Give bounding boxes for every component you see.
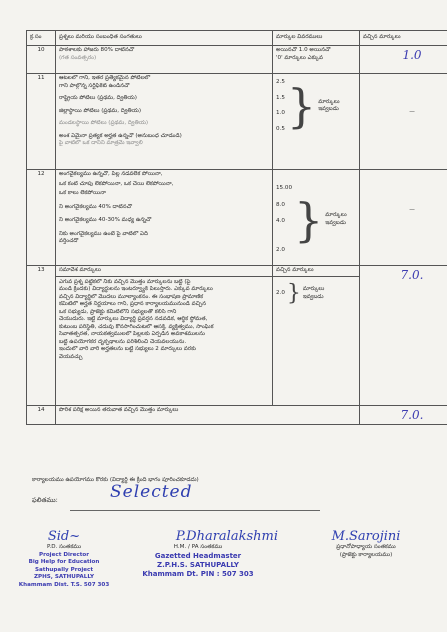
result-label: ఫలితము:: [32, 496, 58, 504]
awarded-value: 1.0: [402, 48, 422, 62]
detail-line: ఒక సభ్యుడు, ప్రాజెక్టు కమిటీలోని సభ్యులతో కలిసి గాని: [59, 308, 177, 315]
detail-line: నీకు అంగవైకల్యము ఉంటే పై వాటిలో ఏది: [59, 230, 148, 237]
marks-value: 0.5: [276, 125, 285, 132]
marks-note: మార్కులు: [325, 212, 347, 219]
row-details: [56, 406, 360, 425]
row-marks: [273, 266, 360, 406]
brace-symbol: }: [286, 79, 317, 134]
awarded-marks: [360, 406, 447, 425]
detail-line: పై వాటిలో ఒక దానిని మాత్రమే ఇవ్వాలి: [59, 140, 143, 147]
marks-brace-group: [276, 79, 356, 133]
hm-stamp: [118, 552, 278, 580]
marks-value: 8.0: [276, 201, 285, 208]
principal-signature: M.Sarojini: [331, 529, 401, 544]
stamp-line: Khammam Dist. T.S. 507 303: [18, 581, 110, 588]
detail-line: నీ అంగవైకల్యము 40-30% మధ్య ఉన్నచో: [59, 217, 152, 224]
row-number: 11: [27, 74, 56, 170]
detail-line: మండలస్థాయి పోటీలు (ప్రథమ, ద్వితీయ): [59, 120, 149, 127]
result-field: [70, 488, 320, 511]
marks-value: 15.00: [276, 185, 293, 191]
marks-value: 4.0: [276, 218, 285, 225]
detail-line: ఒక కాలు లేకపోయినా: [59, 190, 106, 197]
detail-line: (గత సంవత్సరం): [59, 54, 97, 61]
detail-line: కమిటీలో అర్హత నిర్ణయాలు గాని, ప్రధాన కార్యాలయమునుండి వచ్చిన: [59, 301, 207, 308]
row-details: [56, 74, 273, 170]
principal-signature-block: [296, 528, 436, 559]
detail-line: ఆటలలో గాని, ఇతర ప్రత్యేకమైన పోటీలలో: [59, 75, 151, 81]
detail-line: ఎగువ ప్రశ్న పట్టికలో నీకు వచ్చిన మొత్తం మార్కులను బట్టి (పై: [59, 278, 191, 285]
awarded-value: 7.0.: [400, 408, 424, 422]
table-row: [27, 266, 447, 406]
marks-note: ఇవ్వబడు: [318, 106, 339, 113]
awarded-value: —: [409, 207, 415, 213]
detail-line: బట్టి ఉపయోగకర దృక్పథాలను పరిశీలించి చేయవలయును.: [59, 338, 187, 345]
table-row: [27, 406, 447, 425]
header-awarded: వచ్చిన మార్కులు: [360, 31, 447, 46]
row-title: సమావేశ మార్కులు: [56, 267, 272, 277]
pd-title: P.D. సంతకము: [46, 544, 82, 550]
marks-brace-group: [276, 280, 356, 306]
detail-line: అంశ ఏమైనా ప్రత్యక అర్హత ఉన్నచో (అనుబంధ చూడండి): [59, 132, 182, 139]
awarded-marks: [360, 74, 447, 170]
detail-line: వేయవచ్చు: [59, 354, 83, 361]
header-details: ప్రశ్నలు మరియు సంబంధిత సంగతులు: [56, 31, 273, 46]
header-marks: మార్కుల వివరములు: [273, 31, 360, 46]
marks-subheader: వచ్చిన మార్కులు: [273, 267, 359, 277]
detail-line: జిల్లాస్థాయి పోటీలు (ప్రథమ, ద్వితీయ): [59, 107, 142, 114]
table-row: [27, 74, 447, 170]
marks-note: మార్కులు: [302, 286, 325, 292]
marks-note: మార్కులు: [318, 98, 340, 105]
detail-line: చేయుదురు. ఇట్టి మార్కులు విద్యార్థి ప్రవర్తన నడవడిక, ఆర్థిక స్థోమత,: [59, 316, 208, 323]
awarded-marks: [360, 170, 447, 266]
detail-line: గాని పాల్గొన్న సర్టిఫికెట్ ఉండినచో: [59, 82, 130, 89]
brace-symbol: }: [286, 280, 301, 306]
marks-value: 2.0: [276, 289, 285, 296]
row-marks: [273, 46, 360, 74]
row-details: [56, 170, 273, 266]
marks-brace-group: [276, 185, 356, 254]
detail-line: వర్తించదో: [59, 238, 79, 245]
marks-value: 1.5: [276, 94, 285, 101]
row-number: 10: [27, 46, 56, 74]
row-details: [56, 266, 273, 406]
brace-symbol: }: [294, 192, 324, 247]
marks-table: [26, 30, 447, 425]
row-number: 14: [27, 406, 56, 425]
pd-signature: Sid~: [47, 529, 81, 544]
stamp-line: ZPHS, SATHUPALLY: [33, 574, 95, 581]
detail-line: నీ అంగవైకల్యము 40% దాటినచో: [59, 203, 132, 210]
detail-line: ఇందులో వారి వారి అర్హతలను బట్టి సభ్యులు 2 మార్కులు వరకు: [59, 346, 196, 353]
marks-line: '0' మార్కులు ఎక్కువ: [276, 54, 324, 61]
detail-line: పొరిశ పరీక్ష అయిన తరువాత వచ్చిన మొత్తం మార్కులు: [59, 407, 179, 413]
stamp-line: Project Director: [38, 551, 90, 558]
stamp-line: Big Help for Education: [28, 559, 100, 566]
row-number: 13: [27, 266, 56, 406]
detail-line: సేవాతత్పరత, నాయకత్వములలో పిల్లలకు ఏర్పడిన అవకాశములను: [59, 331, 205, 338]
principal-subtitle: (ప్రాజెక్టు కార్యాలయము): [339, 551, 393, 558]
row-number: 12: [27, 170, 56, 266]
row-details: [56, 46, 273, 74]
awarded-value: 7.0.: [400, 268, 424, 282]
marks-note: ఇవ్వబడు: [325, 219, 346, 226]
stamp-line: Khammam Dt. PIN : 507 303: [142, 570, 254, 579]
office-use-note: కార్యాలయము ఉపయోగము కొరకు (విద్యార్థి ఈ క్రింది భాగం పూరించకూడదు): [32, 477, 199, 483]
detail-line: రాష్ట్రీయ పోటీలు (ప్రథమ, ద్వితీయ): [59, 95, 137, 102]
marks-value: 2.5: [276, 79, 285, 85]
stamp-line: Gazetted Headmaster: [154, 551, 242, 560]
detail-line: పాఠశాలకు హాజరు 80% దాటినచో: [59, 47, 135, 53]
awarded-marks: [360, 46, 447, 74]
awarded-value: —: [409, 109, 415, 115]
marks-note: ఇవ్వబడు: [302, 293, 324, 300]
stamp-line: Z.P.H.S. SATHUPALLY: [157, 560, 239, 569]
table-row: [27, 46, 447, 74]
marks-value: 2.0: [276, 246, 285, 253]
row-marks: [273, 74, 360, 170]
marks-line: అయినచో 1.0 అయినచో: [276, 47, 331, 53]
row-marks: [273, 170, 360, 266]
stamp-line: Sathupally Project: [34, 566, 94, 573]
detail-line: కుటుంబ పరిస్థితి, చదువు కొనసాగించుటలో ఆసక్తి, వ్యక్తిత్వము, సాంఘిక: [59, 323, 214, 330]
pd-signature-block: [14, 528, 114, 589]
detail-line: ఒక కంటి చూపు లేకపోయినా, ఒక చేయి లేకపోయినా,: [59, 180, 174, 187]
marks-value: 1.0: [276, 110, 285, 117]
hm-title: H.M. / PA సంతకము: [173, 544, 223, 550]
header-serial-no: క్ర.సం: [27, 31, 56, 46]
result-value: Selected: [110, 482, 193, 502]
table-row: [27, 170, 447, 266]
hm-signature-block: [118, 528, 278, 580]
detail-line: మండి క్రిందకు) విద్యార్థులను ఇంటర్వ్యూకి పిలుస్తారు. ఎక్కువ మార్కులు: [59, 286, 213, 293]
principal-title: ప్రధానోపాధ్యాయ సంతకము: [336, 544, 396, 550]
detail-line: అంగవైకల్యము ఉన్నచో, పిల్ల నడవలేక పోయినా,: [59, 171, 163, 177]
pd-stamp: [14, 552, 114, 590]
awarded-marks: [360, 266, 447, 406]
hm-signature: P.Dharalakshmi: [175, 529, 278, 544]
table-header-row: [27, 31, 447, 46]
detail-line: వచ్చిన విద్యార్థిలో మొదలు మూల్యాంకనం. ఈ సంభాషణ ప్రామాణిక: [59, 293, 204, 300]
